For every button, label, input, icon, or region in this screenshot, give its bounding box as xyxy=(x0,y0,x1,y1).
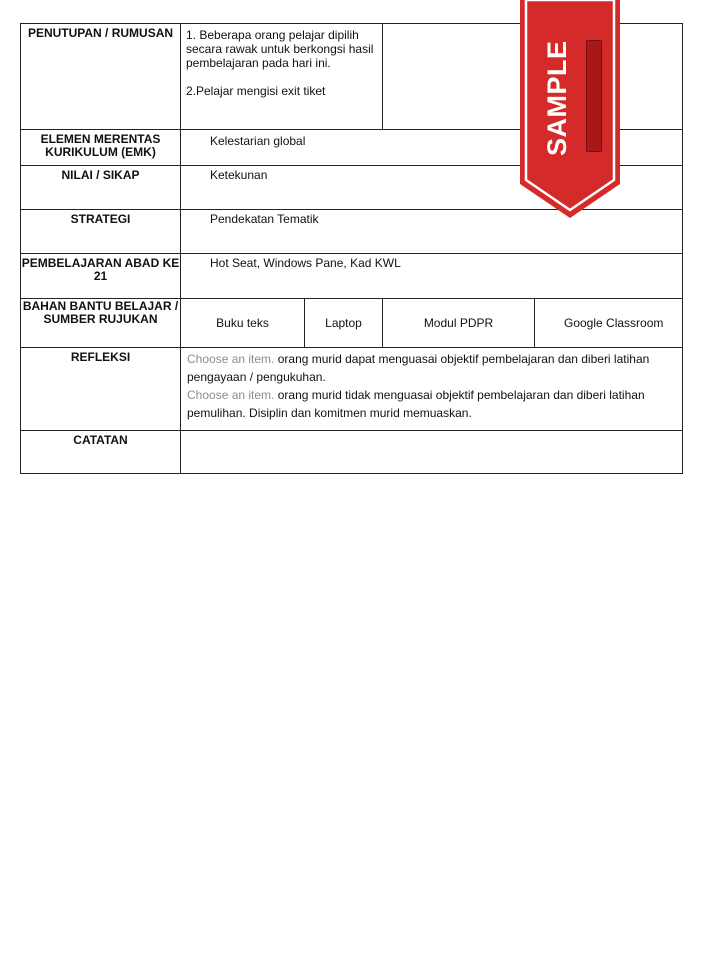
penutupan-line-1: 1. Beberapa orang pelajar dipilih secara rawak untuk berkongsi hasil pembelajaran pada hari ini. xyxy=(186,28,374,70)
pab21-label: PEMBELAJARAN ABAD KE 21 xyxy=(21,254,181,299)
row-catatan xyxy=(21,431,683,474)
nilai-value: Ketekunan xyxy=(181,166,683,210)
row-refleksi xyxy=(21,348,683,431)
choose-item-dropdown[interactable]: Choose an item. xyxy=(187,352,275,366)
strategi-value: Pendekatan Tematik xyxy=(181,210,683,254)
catatan-value xyxy=(181,431,683,474)
row-pab21 xyxy=(21,254,683,299)
watermark-text: SAMPLE xyxy=(542,40,572,156)
sample-watermark xyxy=(520,0,620,220)
bahan-item: Laptop xyxy=(305,299,383,348)
penutupan-label: PENUTUPAN / RUMUSAN xyxy=(21,24,181,130)
bahan-item: Buku teks xyxy=(181,299,305,348)
nilai-label: NILAI / SIKAP xyxy=(21,166,181,210)
emk-label: ELEMEN MERENTAS KURIKULUM (EMK) xyxy=(21,130,181,166)
row-bahan xyxy=(21,299,683,348)
refleksi-text-1: orang murid dapat menguasai objektif pembelajaran dan diberi latihan pengayaan / pengukuhan. xyxy=(187,352,650,384)
bahan-item: Modul PDPR xyxy=(383,299,535,348)
refleksi-content xyxy=(181,348,683,431)
catatan-label: CATATAN xyxy=(21,431,181,474)
refleksi-paragraph-2 xyxy=(187,386,677,422)
watermark-stamp xyxy=(586,40,602,152)
emk-value: Kelestarian global xyxy=(181,130,683,166)
pab21-value: Hot Seat, Windows Pane, Kad KWL xyxy=(181,254,683,299)
penutupan-line-2: 2.Pelajar mengisi exit tiket xyxy=(186,84,326,98)
strategi-label: STRATEGI xyxy=(21,210,181,254)
bahan-item: Google Classroom xyxy=(535,299,683,348)
bahan-label: BAHAN BANTU BELAJAR / SUMBER RUJUKAN xyxy=(21,299,181,348)
penutupan-content xyxy=(181,24,383,130)
refleksi-label: REFLEKSI xyxy=(21,348,181,431)
choose-item-dropdown[interactable]: Choose an item. xyxy=(187,388,275,402)
refleksi-paragraph-1 xyxy=(187,350,677,386)
refleksi-text-2: orang murid tidak menguasai objektif pembelajaran dan diberi latihan pemulihan. Disiplin dan komitmen murid memuaskan. xyxy=(187,388,645,420)
